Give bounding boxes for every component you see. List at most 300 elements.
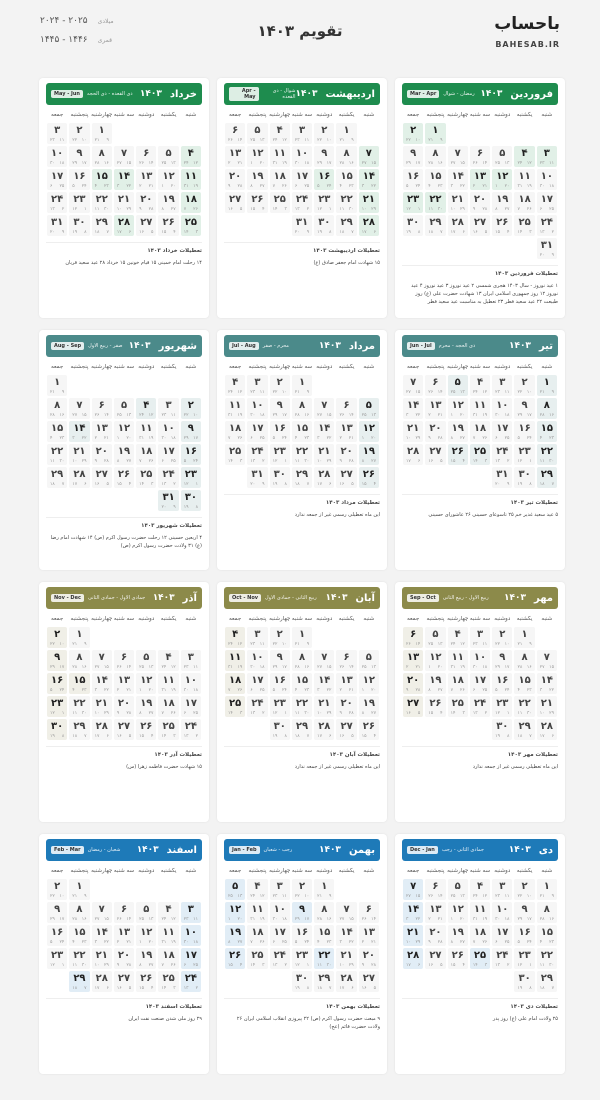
day-cell[interactable]: ۴ ۱۲ ۲۴ — [136, 398, 156, 419]
day-cell[interactable]: ۲۳ ۱ ۱۲ — [492, 696, 512, 717]
day-cell[interactable]: ۱۴ ۲۲ ۳ — [448, 169, 468, 190]
day-cell[interactable]: ۱ ۹ ۲۱ — [514, 627, 534, 648]
day-cell[interactable]: ۳۰ ۸ ۱۹ — [314, 215, 334, 236]
day-cell[interactable]: ۲۶ ۴ ۱۵ — [448, 444, 468, 465]
day-cell[interactable]: ۳۱ ۹ ۲۰ — [47, 215, 67, 236]
day-cell[interactable]: ۲۱ ۲۹ ۱۰ — [336, 948, 356, 969]
day-cell[interactable]: ۸ ۱۶ ۲۸ — [514, 650, 534, 671]
day-cell[interactable]: ۱۸ ۲۶ ۷ — [448, 673, 468, 694]
day-cell[interactable]: ۳ ۱۱ ۲۳ — [47, 123, 67, 144]
day-cell[interactable]: ۲۰ ۲۸ ۹ — [336, 696, 356, 717]
day-cell[interactable]: ۲۵ ۳ ۱۴ — [225, 696, 245, 717]
day-cell[interactable]: ۲۷ ۵ ۱۶ — [114, 719, 134, 740]
day-cell[interactable]: ۱۱ ۱۹ ۳۱ — [247, 902, 267, 923]
day-cell[interactable]: ۸ ۱۶ ۲۸ — [292, 650, 312, 671]
day-cell[interactable]: ۶ ۱۴ ۲۶ — [336, 650, 356, 671]
day-cell[interactable]: ۱۸ ۲۶ ۷ — [247, 925, 267, 946]
day-cell[interactable]: ۱۱ ۱۹ ۳۱ — [470, 398, 490, 419]
day-cell[interactable]: ۳ ۱۱ ۲۳ — [470, 627, 490, 648]
day-cell[interactable]: ۶ ۱۴ ۲۶ — [359, 902, 379, 923]
day-cell[interactable]: ۱۵ ۲۳ ۴ — [69, 925, 89, 946]
day-cell[interactable]: ۲ ۱۰ ۲۲ — [492, 627, 512, 648]
day-cell[interactable]: ۱۳ ۲۱ ۲ — [114, 925, 134, 946]
day-cell[interactable]: ۱۵ ۲۳ ۴ — [537, 421, 557, 442]
day-cell[interactable]: ۱۲ ۲۰ ۱ — [225, 902, 245, 923]
day-cell[interactable]: ۱۵ ۲۳ ۴ — [292, 421, 312, 442]
day-cell[interactable]: ۶ ۱۴ ۲۶ — [336, 398, 356, 419]
day-cell[interactable]: ۱۳ ۲۱ ۲ — [92, 421, 112, 442]
day-cell[interactable]: ۲۵ ۳ ۱۴ — [448, 696, 468, 717]
day-cell[interactable]: ۵ ۱۳ ۲۵ — [136, 650, 156, 671]
day-cell[interactable]: ۴ ۱۲ ۲۴ — [158, 902, 178, 923]
day-cell[interactable]: ۲۸ ۶ ۱۷ — [359, 215, 379, 236]
day-cell[interactable]: ۱۱ ۱۹ ۳۱ — [448, 650, 468, 671]
day-cell[interactable]: ۲۷ ۵ ۱۶ — [470, 215, 490, 236]
day-cell[interactable]: ۲۱ ۲۹ ۱۰ — [403, 421, 423, 442]
day-cell[interactable]: ۲۰ ۲۸ ۹ — [359, 948, 379, 969]
day-cell[interactable]: ۱۷ ۲۵ ۶ — [181, 948, 201, 969]
day-cell[interactable]: ۷ ۱۵ ۲۷ — [69, 398, 89, 419]
day-cell[interactable]: ۱۶ ۲۴ ۵ — [514, 421, 534, 442]
day-cell[interactable]: ۳ ۱۱ ۲۳ — [492, 375, 512, 396]
day-cell[interactable]: ۲۲ ۳۰ ۱۱ — [69, 948, 89, 969]
day-cell[interactable]: ۸ ۱۶ ۲۸ — [425, 146, 445, 167]
day-cell[interactable]: ۳۰ ۸ ۱۹ — [514, 467, 534, 488]
day-cell[interactable]: ۴ ۱۲ ۲۴ — [470, 375, 490, 396]
day-cell[interactable]: ۱۱ ۱۹ ۳۱ — [270, 146, 290, 167]
day-cell[interactable]: ۳۰ ۸ ۱۹ — [514, 971, 534, 992]
day-cell[interactable]: ۱۲ ۲۰ ۱ — [158, 169, 178, 190]
day-cell[interactable]: ۲۰ ۲۸ ۹ — [470, 192, 490, 213]
day-cell[interactable]: ۲۹ ۷ ۱۸ — [425, 215, 445, 236]
day-cell[interactable]: ۹ ۱۷ ۲۹ — [292, 902, 312, 923]
day-cell[interactable]: ۱۴ ۲۲ ۳ — [314, 673, 334, 694]
day-cell[interactable]: ۲۳ ۱ ۱۲ — [270, 444, 290, 465]
day-cell[interactable]: ۴ ۱۲ ۲۴ — [225, 627, 245, 648]
day-cell[interactable]: ۲۲ ۳۰ ۱۱ — [336, 192, 356, 213]
day-cell[interactable]: ۱۴ ۲۲ ۳ — [69, 421, 89, 442]
day-cell[interactable]: ۲۴ ۲ ۱۳ — [292, 192, 312, 213]
day-cell[interactable]: ۱۵ ۲۳ ۴ — [537, 925, 557, 946]
day-cell[interactable]: ۱ ۹ ۲۱ — [425, 123, 445, 144]
day-cell[interactable]: ۲۸ ۶ ۱۷ — [314, 719, 334, 740]
day-cell[interactable]: ۱۵ ۲۳ ۴ — [47, 421, 67, 442]
day-cell[interactable]: ۴ ۱۲ ۲۴ — [181, 146, 201, 167]
day-cell[interactable]: ۲۴ ۲ ۱۳ — [492, 948, 512, 969]
day-cell[interactable]: ۱۹ ۲۷ ۸ — [492, 192, 512, 213]
day-cell[interactable]: ۱۳ ۲۱ ۲ — [470, 169, 490, 190]
day-cell[interactable]: ۱۷ ۲۵ ۶ — [270, 925, 290, 946]
day-cell[interactable]: ۲۴ ۲ ۱۳ — [158, 467, 178, 488]
day-cell[interactable]: ۲ ۱۰ ۲۲ — [47, 879, 67, 900]
day-cell[interactable]: ۲۹ ۷ ۱۸ — [336, 215, 356, 236]
day-cell[interactable]: ۱۵ ۲۳ ۴ — [292, 673, 312, 694]
day-cell[interactable]: ۷ ۱۵ ۲۷ — [114, 146, 134, 167]
day-cell[interactable]: ۲۹ ۷ ۱۸ — [47, 467, 67, 488]
day-cell[interactable]: ۲۳ ۱ ۱۲ — [514, 948, 534, 969]
day-cell[interactable]: ۱۰ ۱۸ ۳۰ — [492, 902, 512, 923]
day-cell[interactable]: ۶ ۱۴ ۲۶ — [425, 879, 445, 900]
day-cell[interactable]: ۱۰ ۱۸ ۳۰ — [181, 673, 201, 694]
day-cell[interactable]: ۱۱ ۱۹ ۳۱ — [470, 902, 490, 923]
day-cell[interactable]: ۱ ۹ ۲۱ — [92, 123, 112, 144]
day-cell[interactable]: ۲۰ ۲۸ ۹ — [336, 444, 356, 465]
day-cell[interactable]: ۳۰ ۸ ۱۹ — [292, 971, 312, 992]
day-cell[interactable]: ۱۹ ۲۷ ۸ — [158, 192, 178, 213]
day-cell[interactable]: ۹ ۱۷ ۲۹ — [314, 146, 334, 167]
day-cell[interactable]: ۷ ۱۵ ۲۷ — [92, 650, 112, 671]
day-cell[interactable]: ۱۱ ۱۹ ۳۱ — [158, 673, 178, 694]
day-cell[interactable]: ۲۵ ۳ ۱۴ — [158, 719, 178, 740]
day-cell[interactable]: ۷ ۱۵ ۲۷ — [336, 902, 356, 923]
day-cell[interactable]: ۲۶ ۴ ۱۵ — [225, 948, 245, 969]
day-cell[interactable]: ۱۴ ۲۲ ۳ — [537, 673, 557, 694]
day-cell[interactable]: ۱۶ ۲۴ ۵ — [514, 925, 534, 946]
day-cell[interactable]: ۲۵ ۳ ۱۴ — [225, 444, 245, 465]
day-cell[interactable]: ۱ ۹ ۲۱ — [537, 375, 557, 396]
day-cell[interactable]: ۲۱ ۲۹ ۱۰ — [359, 192, 379, 213]
day-cell[interactable]: ۳ ۱۱ ۲۳ — [181, 902, 201, 923]
day-cell[interactable]: ۲۵ ۳ ۱۴ — [270, 192, 290, 213]
day-cell[interactable]: ۲۰ ۲۸ ۹ — [114, 948, 134, 969]
day-cell[interactable]: ۲۷ ۵ ۱۶ — [336, 719, 356, 740]
day-cell[interactable]: ۱۶ ۲۴ ۵ — [270, 421, 290, 442]
day-cell[interactable]: ۷ ۱۵ ۲۷ — [92, 902, 112, 923]
day-cell[interactable]: ۲۶ ۴ ۱۵ — [492, 215, 512, 236]
day-cell[interactable]: ۱ ۹ ۲۱ — [292, 627, 312, 648]
day-cell[interactable]: ۱۶ ۲۴ ۵ — [69, 169, 89, 190]
day-cell[interactable]: ۲۱ ۲۹ ۱۰ — [92, 948, 112, 969]
day-cell[interactable]: ۹ ۱۷ ۲۹ — [47, 650, 67, 671]
day-cell[interactable]: ۲۸ ۶ ۱۷ — [403, 948, 423, 969]
day-cell[interactable]: ۲۰ ۲۸ ۹ — [225, 169, 245, 190]
day-cell[interactable]: ۱۰ ۱۸ ۳۰ — [270, 902, 290, 923]
day-cell[interactable]: ۲۷ ۵ ۱۶ — [225, 192, 245, 213]
day-cell[interactable]: ۲۳ ۱ ۱۲ — [47, 948, 67, 969]
day-cell[interactable]: ۱۱ ۱۹ ۳۱ — [225, 398, 245, 419]
day-cell[interactable]: ۲۷ ۵ ۱۶ — [92, 467, 112, 488]
day-cell[interactable]: ۱۵ ۲۳ ۴ — [425, 169, 445, 190]
day-cell[interactable]: ۲ ۱۰ ۲۲ — [314, 123, 334, 144]
day-cell[interactable]: ۹ ۱۷ ۲۹ — [270, 398, 290, 419]
day-cell[interactable]: ۸ ۱۶ ۲۸ — [92, 146, 112, 167]
day-cell[interactable]: ۳ ۱۱ ۲۳ — [270, 879, 290, 900]
day-cell[interactable]: ۲۸ ۶ ۱۷ — [92, 719, 112, 740]
day-cell[interactable]: ۲۶ ۴ ۱۵ — [136, 971, 156, 992]
day-cell[interactable]: ۲۵ ۳ ۱۴ — [470, 948, 490, 969]
day-cell[interactable]: ۱۸ ۲۶ ۷ — [470, 421, 490, 442]
day-cell[interactable]: ۲۴ ۲ ۱۳ — [270, 948, 290, 969]
day-cell[interactable]: ۱ ۹ ۲۱ — [292, 375, 312, 396]
day-cell[interactable]: ۳۱ ۹ ۲۰ — [247, 467, 267, 488]
day-cell[interactable]: ۱۷ ۲۵ ۶ — [158, 444, 178, 465]
day-cell[interactable]: ۲۶ ۴ ۱۵ — [136, 719, 156, 740]
day-cell[interactable]: ۱۲ ۲۰ ۱ — [492, 169, 512, 190]
day-cell[interactable]: ۱ ۹ ۲۱ — [47, 375, 67, 396]
day-cell[interactable]: ۲۴ ۲ ۱۳ — [181, 971, 201, 992]
day-cell[interactable]: ۱۸ ۲۶ ۷ — [158, 948, 178, 969]
day-cell[interactable]: ۱۳ ۲۱ ۲ — [136, 169, 156, 190]
day-cell[interactable]: ۶ ۱۴ ۲۶ — [425, 375, 445, 396]
day-cell[interactable]: ۲۳ ۱ ۱۲ — [270, 696, 290, 717]
day-cell[interactable]: ۴ ۱۲ ۲۴ — [247, 879, 267, 900]
day-cell[interactable]: ۴ ۱۲ ۲۴ — [270, 123, 290, 144]
day-cell[interactable]: ۲۹ ۷ ۱۸ — [537, 971, 557, 992]
day-cell[interactable]: ۲۸ ۶ ۱۷ — [314, 467, 334, 488]
day-cell[interactable]: ۲۹ ۷ ۱۸ — [292, 719, 312, 740]
day-cell[interactable]: ۲۴ ۲ ۱۳ — [470, 696, 490, 717]
day-cell[interactable]: ۳۰ ۸ ۱۹ — [47, 719, 67, 740]
day-cell[interactable]: ۱۳ ۲۱ ۲ — [336, 421, 356, 442]
day-cell[interactable]: ۲۲ ۳۰ ۱۱ — [292, 696, 312, 717]
day-cell[interactable]: ۲۹ ۷ ۱۸ — [69, 719, 89, 740]
day-cell[interactable]: ۱۳ ۲۱ ۲ — [425, 398, 445, 419]
day-cell[interactable]: ۲۳ ۱ ۱۲ — [292, 948, 312, 969]
day-cell[interactable]: ۱۳ ۲۱ ۲ — [114, 673, 134, 694]
day-cell[interactable]: ۱۹ ۲۷ ۸ — [136, 696, 156, 717]
day-cell[interactable]: ۳ ۱۱ ۲۳ — [292, 123, 312, 144]
day-cell[interactable]: ۱۲ ۲۰ ۱ — [136, 673, 156, 694]
day-cell[interactable]: ۱۴ ۲۲ ۳ — [336, 925, 356, 946]
day-cell[interactable]: ۱ ۹ ۲۱ — [69, 627, 89, 648]
day-cell[interactable]: ۱۴ ۲۲ ۳ — [403, 902, 423, 923]
day-cell[interactable]: ۱۷ ۲۵ ۶ — [492, 421, 512, 442]
day-cell[interactable]: ۲۹ ۷ ۱۸ — [314, 971, 334, 992]
day-cell[interactable]: ۲۲ ۳۰ ۱۱ — [514, 696, 534, 717]
day-cell[interactable]: ۸ ۱۶ ۲۸ — [69, 650, 89, 671]
day-cell[interactable]: ۵ ۱۳ ۲۵ — [492, 146, 512, 167]
day-cell[interactable]: ۱۰ ۱۸ ۳۰ — [181, 925, 201, 946]
day-cell[interactable]: ۱۲ ۲۰ ۱ — [247, 146, 267, 167]
day-cell[interactable]: ۲ ۱۰ ۲۲ — [514, 879, 534, 900]
day-cell[interactable]: ۱۴ ۲۲ ۳ — [403, 398, 423, 419]
day-cell[interactable]: ۱۷ ۲۵ ۶ — [537, 192, 557, 213]
day-cell[interactable]: ۲۶ ۴ ۱۵ — [425, 696, 445, 717]
day-cell[interactable]: ۳۱ ۹ ۲۰ — [537, 238, 557, 259]
day-cell[interactable]: ۳ ۱۱ ۲۳ — [537, 146, 557, 167]
day-cell[interactable]: ۲۳ ۱ ۱۲ — [403, 192, 423, 213]
day-cell[interactable]: ۲۳ ۱ ۱۲ — [514, 444, 534, 465]
day-cell[interactable]: ۲۴ ۲ ۱۳ — [47, 192, 67, 213]
day-cell[interactable]: ۱۱ ۱۹ ۳۱ — [136, 421, 156, 442]
day-cell[interactable]: ۱۹ ۲۷ ۸ — [359, 696, 379, 717]
day-cell[interactable]: ۲۵ ۳ ۱۴ — [470, 444, 490, 465]
day-cell[interactable]: ۲۷ ۵ ۱۶ — [114, 971, 134, 992]
day-cell[interactable]: ۵ ۱۳ ۲۵ — [359, 650, 379, 671]
day-cell[interactable]: ۵ ۱۳ ۲۵ — [158, 146, 178, 167]
day-cell[interactable]: ۲۵ ۳ ۱۴ — [514, 215, 534, 236]
day-cell[interactable]: ۱۳ ۲۱ ۲ — [425, 902, 445, 923]
day-cell[interactable]: ۹ ۱۷ ۲۹ — [270, 650, 290, 671]
day-cell[interactable]: ۸ ۱۶ ۲۸ — [336, 146, 356, 167]
day-cell[interactable]: ۴ ۱۲ ۲۴ — [514, 146, 534, 167]
day-cell[interactable]: ۱۳ ۲۱ ۲ — [403, 650, 423, 671]
day-cell[interactable]: ۱۵ ۲۳ ۴ — [336, 169, 356, 190]
day-cell[interactable]: ۷ ۱۵ ۲۷ — [314, 398, 334, 419]
day-cell[interactable]: ۷ ۱۵ ۲۷ — [403, 879, 423, 900]
day-cell[interactable]: ۹ ۱۷ ۲۹ — [514, 902, 534, 923]
day-cell[interactable]: ۵ ۱۳ ۲۵ — [225, 879, 245, 900]
day-cell[interactable]: ۲۸ ۶ ۱۷ — [448, 215, 468, 236]
day-cell[interactable]: ۲۳ ۱ ۱۲ — [314, 192, 334, 213]
day-cell[interactable]: ۲۱ ۲۹ ۱۰ — [314, 444, 334, 465]
day-cell[interactable]: ۱۸ ۲۶ ۷ — [514, 192, 534, 213]
day-cell[interactable]: ۲۳ ۱ ۱۲ — [69, 192, 89, 213]
day-cell[interactable]: ۲۳ ۱ ۱۲ — [47, 696, 67, 717]
day-cell[interactable]: ۱۶ ۲۴ ۵ — [403, 169, 423, 190]
day-cell[interactable]: ۱۰ ۱۸ ۳۰ — [537, 169, 557, 190]
day-cell[interactable]: ۴ ۱۲ ۲۴ — [448, 627, 468, 648]
day-cell[interactable]: ۱۹ ۲۷ ۸ — [225, 925, 245, 946]
day-cell[interactable]: ۲۶ ۴ ۱۵ — [448, 948, 468, 969]
day-cell[interactable]: ۲۱ ۲۹ ۱۰ — [92, 696, 112, 717]
day-cell[interactable]: ۴ ۱۲ ۲۴ — [158, 650, 178, 671]
day-cell[interactable]: ۱۱ ۱۹ ۳۱ — [225, 650, 245, 671]
day-cell[interactable]: ۱۶ ۲۴ ۵ — [181, 444, 201, 465]
day-cell[interactable]: ۲۶ ۴ ۱۵ — [359, 719, 379, 740]
day-cell[interactable]: ۲۸ ۶ ۱۷ — [114, 215, 134, 236]
day-cell[interactable]: ۱۰ ۱۸ ۳۰ — [158, 421, 178, 442]
day-cell[interactable]: ۲۲ ۳۰ ۱۱ — [292, 444, 312, 465]
day-cell[interactable]: ۶ ۱۴ ۲۶ — [114, 650, 134, 671]
day-cell[interactable]: ۲ ۱۰ ۲۲ — [292, 879, 312, 900]
day-cell[interactable]: ۲۱ ۲۹ ۱۰ — [314, 696, 334, 717]
day-cell[interactable]: ۵ ۱۳ ۲۵ — [425, 627, 445, 648]
day-cell[interactable]: ۳۰ ۸ ۱۹ — [69, 215, 89, 236]
day-cell[interactable]: ۲۰ ۲۸ ۹ — [136, 192, 156, 213]
day-cell[interactable]: ۲۹ ۷ ۱۸ — [69, 971, 89, 992]
day-cell[interactable]: ۲۴ ۲ ۱۳ — [492, 444, 512, 465]
day-cell[interactable]: ۱۹ ۲۷ ۸ — [448, 421, 468, 442]
day-cell[interactable]: ۵ ۱۳ ۲۵ — [136, 902, 156, 923]
day-cell[interactable]: ۲۸ ۶ ۱۷ — [336, 971, 356, 992]
day-cell[interactable]: ۲۶ ۴ ۱۵ — [158, 215, 178, 236]
day-cell[interactable]: ۱۰ ۱۸ ۳۰ — [492, 398, 512, 419]
day-cell[interactable]: ۲۴ ۲ ۱۳ — [247, 696, 267, 717]
day-cell[interactable]: ۵ ۱۳ ۲۵ — [448, 879, 468, 900]
day-cell[interactable]: ۴ ۱۲ ۲۴ — [225, 375, 245, 396]
day-cell[interactable]: ۲۵ ۳ ۱۴ — [158, 971, 178, 992]
day-cell[interactable]: ۲ ۱۰ ۲۲ — [181, 398, 201, 419]
day-cell[interactable]: ۱ ۹ ۲۱ — [69, 879, 89, 900]
day-cell[interactable]: ۳ ۱۱ ۲۳ — [247, 627, 267, 648]
day-cell[interactable]: ۲۸ ۶ ۱۷ — [403, 444, 423, 465]
day-cell[interactable]: ۳۰ ۸ ۱۹ — [492, 719, 512, 740]
day-cell[interactable]: ۱۵ ۲۳ ۴ — [92, 169, 112, 190]
day-cell[interactable]: ۲۱ ۲۹ ۱۰ — [448, 192, 468, 213]
day-cell[interactable]: ۲۰ ۲۸ ۹ — [425, 925, 445, 946]
day-cell[interactable]: ۲۲ ۳۰ ۱۱ — [537, 948, 557, 969]
day-cell[interactable]: ۳۰ ۸ ۱۹ — [403, 215, 423, 236]
day-cell[interactable]: ۱۷ ۲۵ ۶ — [492, 925, 512, 946]
day-cell[interactable]: ۱۴ ۲۲ ۳ — [314, 421, 334, 442]
day-cell[interactable]: ۱ ۹ ۲۱ — [336, 123, 356, 144]
day-cell[interactable]: ۲۲ ۳۰ ۱۱ — [47, 444, 67, 465]
day-cell[interactable]: ۲۷ ۵ ۱۶ — [336, 467, 356, 488]
day-cell[interactable]: ۱۵ ۲۳ ۴ — [69, 673, 89, 694]
day-cell[interactable]: ۳۱ ۹ ۲۰ — [292, 215, 312, 236]
day-cell[interactable]: ۱ ۹ ۲۱ — [314, 879, 334, 900]
day-cell[interactable]: ۱۰ ۱۸ ۳۰ — [247, 398, 267, 419]
day-cell[interactable]: ۵ ۱۳ ۲۵ — [114, 398, 134, 419]
day-cell[interactable]: ۸ ۱۶ ۲۸ — [314, 902, 334, 923]
day-cell[interactable]: ۱۶ ۲۴ ۵ — [492, 673, 512, 694]
day-cell[interactable]: ۳ ۱۱ ۲۳ — [247, 375, 267, 396]
day-cell[interactable]: ۹ ۱۷ ۲۹ — [181, 421, 201, 442]
day-cell[interactable]: ۱۱ ۱۹ ۳۱ — [158, 925, 178, 946]
day-cell[interactable]: ۲۲ ۳۰ ۱۱ — [92, 192, 112, 213]
day-cell[interactable]: ۳۱ ۹ ۲۰ — [158, 490, 178, 511]
day-cell[interactable]: ۲۲ ۳۰ ۱۱ — [314, 948, 334, 969]
day-cell[interactable]: ۲ ۱۰ ۲۲ — [270, 627, 290, 648]
day-cell[interactable]: ۱۸ ۲۶ ۷ — [270, 169, 290, 190]
day-cell[interactable]: ۲۲ ۳۰ ۱۱ — [537, 444, 557, 465]
day-cell[interactable]: ۲۸ ۶ ۱۷ — [537, 719, 557, 740]
day-cell[interactable]: ۲۲ ۳۰ ۱۱ — [69, 696, 89, 717]
day-cell[interactable]: ۱۳ ۲۱ ۲ — [225, 146, 245, 167]
day-cell[interactable]: ۲۴ ۲ ۱۳ — [181, 719, 201, 740]
day-cell[interactable]: ۵ ۱۳ ۲۵ — [448, 375, 468, 396]
day-cell[interactable]: ۲۵ ۳ ۱۴ — [247, 948, 267, 969]
day-cell[interactable]: ۲۲ ۳۰ ۱۱ — [425, 192, 445, 213]
day-cell[interactable]: ۶ ۱۴ ۲۶ — [470, 146, 490, 167]
day-cell[interactable]: ۱۳ ۲۱ ۲ — [359, 925, 379, 946]
day-cell[interactable]: ۱۸ ۲۶ ۷ — [158, 696, 178, 717]
day-cell[interactable]: ۱۶ ۲۴ ۵ — [47, 925, 67, 946]
day-cell[interactable]: ۱۷ ۲۵ ۶ — [181, 696, 201, 717]
day-cell[interactable]: ۲ ۱۰ ۲۲ — [403, 123, 423, 144]
day-cell[interactable]: ۳ ۱۱ ۲۳ — [492, 879, 512, 900]
day-cell[interactable]: ۹ ۱۷ ۲۹ — [47, 902, 67, 923]
day-cell[interactable]: ۷ ۱۵ ۲۷ — [537, 650, 557, 671]
day-cell[interactable]: ۱۰ ۱۸ ۳۰ — [47, 146, 67, 167]
day-cell[interactable]: ۲۹ ۷ ۱۸ — [537, 467, 557, 488]
day-cell[interactable]: ۲۹ ۷ ۱۸ — [92, 215, 112, 236]
day-cell[interactable]: ۷ ۱۵ ۲۷ — [448, 146, 468, 167]
day-cell[interactable]: ۱۴ ۲۲ ۳ — [114, 169, 134, 190]
day-cell[interactable]: ۱۶ ۲۴ ۵ — [292, 925, 312, 946]
day-cell[interactable]: ۱۹ ۲۷ ۸ — [425, 673, 445, 694]
day-cell[interactable]: ۶ ۱۴ ۲۶ — [114, 902, 134, 923]
day-cell[interactable]: ۲۰ ۲۸ ۹ — [403, 673, 423, 694]
day-cell[interactable]: ۱۷ ۲۵ ۶ — [470, 673, 490, 694]
day-cell[interactable]: ۲۰ ۲۸ ۹ — [425, 421, 445, 442]
day-cell[interactable]: ۲۵ ۳ ۱۴ — [136, 467, 156, 488]
day-cell[interactable]: ۳۰ ۸ ۱۹ — [270, 719, 290, 740]
day-cell[interactable]: ۹ ۱۷ ۲۹ — [492, 650, 512, 671]
day-cell[interactable]: ۲۰ ۲۸ ۹ — [92, 444, 112, 465]
day-cell[interactable]: ۲۱ ۲۹ ۱۰ — [537, 696, 557, 717]
day-cell[interactable]: ۶ ۱۴ ۲۶ — [92, 398, 112, 419]
day-cell[interactable]: ۱۰ ۱۸ ۳۰ — [247, 650, 267, 671]
day-cell[interactable]: ۹ ۱۷ ۲۹ — [69, 146, 89, 167]
day-cell[interactable]: ۲۱ ۲۹ ۱۰ — [114, 192, 134, 213]
day-cell[interactable]: ۷ ۱۵ ۲۷ — [314, 650, 334, 671]
day-cell[interactable]: ۸ ۱۶ ۲۸ — [69, 902, 89, 923]
day-cell[interactable]: ۲ ۱۰ ۲۲ — [270, 375, 290, 396]
day-cell[interactable]: ۳۰ ۸ ۱۹ — [270, 467, 290, 488]
day-cell[interactable]: ۲۶ ۴ ۱۵ — [247, 192, 267, 213]
day-cell[interactable]: ۳۱ ۹ ۲۰ — [492, 467, 512, 488]
day-cell[interactable]: ۸ ۱۶ ۲۸ — [537, 398, 557, 419]
day-cell[interactable]: ۲۰ ۲۸ ۹ — [114, 696, 134, 717]
day-cell[interactable]: ۵ ۱۳ ۲۵ — [247, 123, 267, 144]
day-cell[interactable]: ۲۷ ۵ ۱۶ — [425, 444, 445, 465]
day-cell[interactable]: ۲۷ ۵ ۱۶ — [403, 696, 423, 717]
day-cell[interactable]: ۲۷ ۵ ۱۶ — [136, 215, 156, 236]
day-cell[interactable]: ۱۸ ۲۶ ۷ — [136, 444, 156, 465]
day-cell[interactable]: ۲ ۱۰ ۲۲ — [514, 375, 534, 396]
